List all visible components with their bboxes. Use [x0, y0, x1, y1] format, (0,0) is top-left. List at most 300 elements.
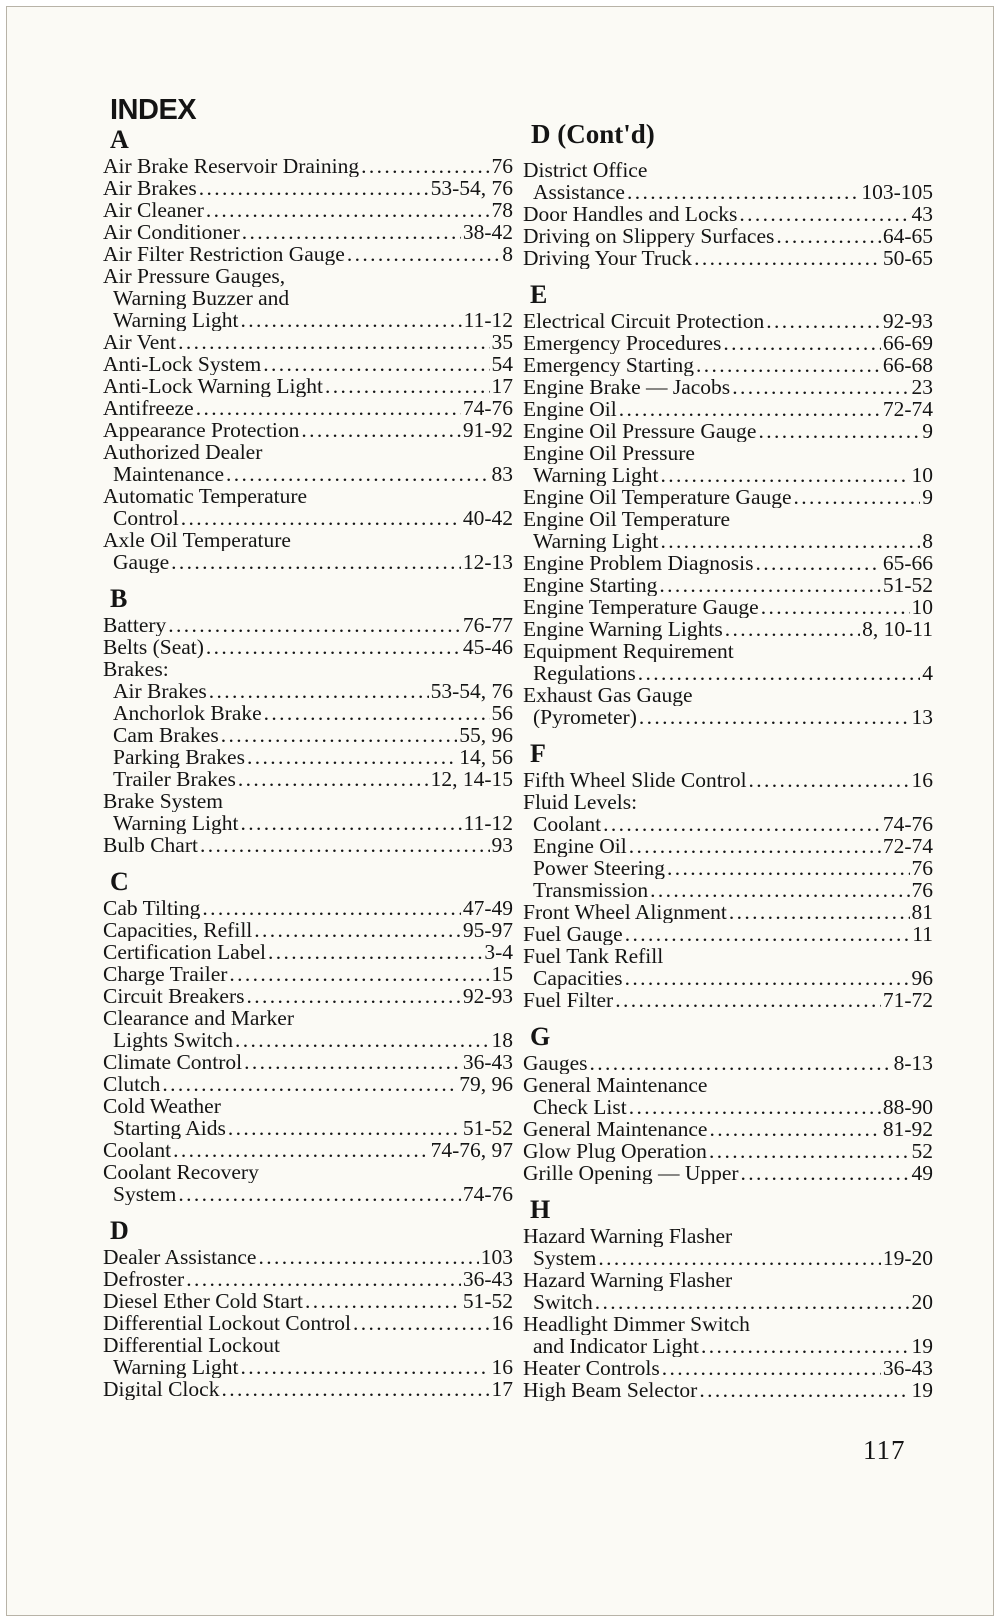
- dot-leader: [199, 177, 429, 199]
- entry-page-ref: 74-76: [462, 397, 513, 419]
- dot-leader: [794, 486, 921, 508]
- dot-leader: [238, 768, 429, 790]
- entry-term: Belts (Seat): [103, 636, 204, 658]
- entry-page-ref: 79, 96: [459, 1073, 513, 1095]
- entry-page-ref: 64-65: [882, 225, 933, 247]
- index-entry: [103, 177, 513, 199]
- entry-page-ref: 74-76: [462, 1183, 513, 1205]
- dot-leader: [268, 941, 482, 963]
- entry-page-ref: 3-4: [484, 941, 513, 963]
- index-page: [6, 6, 994, 1616]
- index-entry: [103, 485, 513, 507]
- index-entry: [523, 1162, 933, 1184]
- entry-term: Air Pressure Gauges,: [103, 265, 286, 287]
- entry-page-ref: 10: [911, 596, 933, 618]
- entry-page-ref: 17: [491, 375, 513, 397]
- dot-leader: [178, 331, 489, 353]
- dot-leader: [739, 203, 909, 225]
- entry-term: Emergency Starting: [523, 354, 694, 376]
- entry-page-ref: 53-54, 76: [430, 680, 513, 702]
- dot-leader: [353, 1312, 490, 1334]
- index-entry: [103, 834, 513, 856]
- dot-leader: [625, 923, 911, 945]
- entry-page-ref: 11-12: [463, 309, 513, 331]
- dot-leader: [228, 1117, 461, 1139]
- entry-term: Driving on Slippery Surfaces: [523, 225, 775, 247]
- entry-term: and Indicator Light: [533, 1335, 699, 1357]
- dot-leader: [766, 310, 881, 332]
- entry-term: Warning Buzzer and: [113, 287, 290, 309]
- page-number: 117: [863, 1435, 906, 1465]
- entry-page-ref: 53-54, 76: [430, 177, 513, 199]
- entry-page-ref: 13: [911, 706, 933, 728]
- index-entry: [103, 419, 513, 441]
- index-entry: [523, 464, 933, 486]
- dot-leader: [221, 1378, 489, 1400]
- index-entry: [523, 1074, 933, 1096]
- entry-term: Grille Opening — Upper: [523, 1162, 739, 1184]
- entry-term: Transmission: [533, 879, 649, 901]
- dot-leader: [247, 985, 461, 1007]
- entry-term: Driving Your Truck: [523, 247, 693, 269]
- entry-page-ref: 66-68: [882, 354, 933, 376]
- entry-page-ref: 36-43: [462, 1268, 513, 1290]
- entry-page-ref: 56: [491, 702, 513, 724]
- dot-leader: [741, 1162, 910, 1184]
- dot-leader: [729, 901, 910, 923]
- entry-page-ref: 23: [911, 376, 933, 398]
- index-entry: [523, 618, 933, 640]
- index-entry: [103, 702, 513, 724]
- entry-page-ref: 65-66: [882, 552, 933, 574]
- entry-page-ref: 92-93: [462, 985, 513, 1007]
- entry-term: Anchorlok Brake: [113, 702, 262, 724]
- entry-page-ref: 51-52: [462, 1117, 513, 1139]
- entry-term: Warning Light: [533, 530, 659, 552]
- index-entry: [103, 680, 513, 702]
- index-entry: [103, 507, 513, 529]
- dot-leader: [627, 181, 859, 203]
- dot-leader: [168, 614, 461, 636]
- dot-leader: [226, 463, 489, 485]
- entry-page-ref: 11-12: [463, 812, 513, 834]
- entry-page-ref: 8, 10-11: [862, 618, 933, 640]
- entry-term: Gauge: [113, 551, 170, 573]
- entry-term: Appearance Protection: [103, 419, 300, 441]
- index-entry: [523, 835, 933, 857]
- entry-term: High Beam Selector: [523, 1379, 698, 1401]
- dot-leader: [178, 1183, 461, 1205]
- index-entry: [103, 265, 513, 287]
- section-letter: C: [110, 867, 129, 896]
- entry-page-ref: 18: [491, 1029, 513, 1051]
- entry-page-ref: 36-43: [462, 1051, 513, 1073]
- index-entry: [523, 1379, 933, 1401]
- index-entry: [103, 221, 513, 243]
- dot-leader: [701, 1335, 910, 1357]
- index-entry: [523, 879, 933, 901]
- dot-leader: [209, 680, 429, 702]
- entry-term: Defroster: [103, 1268, 185, 1290]
- dot-leader: [305, 1290, 461, 1312]
- dot-leader: [221, 724, 458, 746]
- entry-page-ref: 92-93: [882, 310, 933, 332]
- entry-term: Bulb Chart: [103, 834, 198, 856]
- entry-term: Engine Oil Pressure Gauge: [523, 420, 757, 442]
- index-entry: [103, 375, 513, 397]
- left-index-column: [103, 125, 513, 1411]
- entry-term: Coolant: [103, 1139, 172, 1161]
- section-letter: A: [110, 125, 129, 154]
- entry-page-ref: 55, 96: [459, 724, 513, 746]
- index-section: [103, 1216, 513, 1400]
- entry-term: Exhaust Gas Gauge: [523, 684, 693, 706]
- index-entry: [103, 897, 513, 919]
- dot-leader: [709, 1140, 910, 1162]
- index-entry: [523, 552, 933, 574]
- dot-leader: [660, 464, 909, 486]
- entry-term: Gauges: [523, 1052, 588, 1074]
- entry-term: Cam Brakes: [113, 724, 219, 746]
- entry-term: Axle Oil Temperature: [103, 529, 291, 551]
- entry-page-ref: 72-74: [882, 835, 933, 857]
- index-entry: [103, 724, 513, 746]
- index-entry: [103, 636, 513, 658]
- entry-page-ref: 43: [911, 203, 933, 225]
- entry-term: Engine Oil Temperature Gauge: [523, 486, 792, 508]
- entry-term: Warning Light: [533, 464, 659, 486]
- dot-leader: [162, 1073, 457, 1095]
- section-letter: B: [110, 584, 128, 613]
- dot-leader: [660, 530, 920, 552]
- entry-page-ref: 103-105: [861, 181, 933, 203]
- entry-term: Hazard Warning Flasher: [523, 1269, 733, 1291]
- index-entry: [523, 442, 933, 464]
- dot-leader: [749, 769, 910, 791]
- entry-term: Warning Light: [113, 309, 239, 331]
- dot-leader: [206, 199, 490, 221]
- index-entry: [523, 989, 933, 1011]
- index-entry: [523, 769, 933, 791]
- entry-page-ref: 71-72: [882, 989, 933, 1011]
- right-index-column: [523, 117, 933, 1412]
- dot-leader: [696, 354, 881, 376]
- index-entry: [523, 203, 933, 225]
- index-entry: [103, 309, 513, 331]
- entry-term: Glow Plug Operation: [523, 1140, 707, 1162]
- entry-page-ref: 45-46: [462, 636, 513, 658]
- index-entry: [103, 812, 513, 834]
- dot-leader: [181, 507, 461, 529]
- entry-page-ref: 11: [912, 923, 933, 945]
- entry-term: Heater Controls: [523, 1357, 660, 1379]
- index-entry: [103, 614, 513, 636]
- entry-page-ref: 12-13: [462, 551, 513, 573]
- entry-term: Circuit Breakers: [103, 985, 245, 1007]
- entry-term: (Pyrometer): [533, 706, 637, 728]
- dot-leader: [173, 1139, 428, 1161]
- index-entry: [103, 1007, 513, 1029]
- entry-page-ref: 50-65: [882, 247, 933, 269]
- index-section: [523, 1022, 933, 1184]
- entry-term: Cab Tilting: [103, 897, 201, 919]
- dot-leader: [589, 1052, 891, 1074]
- entry-page-ref: 78: [491, 199, 513, 221]
- entry-term: Engine Starting: [523, 574, 658, 596]
- entry-term: Cold Weather: [103, 1095, 221, 1117]
- entry-term: Engine Oil: [523, 398, 617, 420]
- index-entry: [103, 1268, 513, 1290]
- dot-leader: [709, 1118, 880, 1140]
- index-entry: [103, 768, 513, 790]
- entry-term: Authorized Dealer: [103, 441, 263, 463]
- entry-page-ref: 76: [491, 155, 513, 177]
- index-section: [523, 280, 933, 728]
- entry-page-ref: 8-13: [893, 1052, 933, 1074]
- entry-term: Power Steering: [533, 857, 665, 879]
- index-entry: [523, 1052, 933, 1074]
- dot-leader: [639, 706, 910, 728]
- index-entry: [523, 1313, 933, 1335]
- index-section: [523, 1195, 933, 1401]
- entry-term: Parking Brakes: [113, 746, 245, 768]
- entry-term: General Maintenance: [523, 1074, 708, 1096]
- dot-leader: [254, 919, 461, 941]
- entry-page-ref: 74-76: [882, 813, 933, 835]
- index-entry: [523, 508, 933, 530]
- entry-term: Lights Switch: [113, 1029, 234, 1051]
- dot-leader: [229, 963, 489, 985]
- entry-term: Brake System: [103, 790, 224, 812]
- index-section: [103, 867, 513, 1205]
- dot-leader: [263, 353, 489, 375]
- dot-leader: [264, 702, 490, 724]
- entry-page-ref: 19: [911, 1379, 933, 1401]
- index-entry: [523, 247, 933, 269]
- index-entry: [523, 354, 933, 376]
- entry-term: Engine Oil: [533, 835, 627, 857]
- index-entry: [103, 985, 513, 1007]
- index-entry: [523, 706, 933, 728]
- index-entry: [103, 243, 513, 265]
- dot-leader: [347, 243, 500, 265]
- index-entry: [523, 1225, 933, 1247]
- entry-page-ref: 96: [911, 967, 933, 989]
- index-entry: [523, 1291, 933, 1313]
- entry-term: Maintenance: [113, 463, 225, 485]
- index-entry: [103, 1095, 513, 1117]
- entry-term: Air Vent: [103, 331, 177, 353]
- entry-term: Assistance: [533, 181, 625, 203]
- entry-page-ref: 17: [491, 1378, 513, 1400]
- index-entry: [103, 963, 513, 985]
- index-entry: [523, 662, 933, 684]
- dot-leader: [650, 879, 909, 901]
- index-entry: [523, 967, 933, 989]
- entry-term: Check List: [533, 1096, 627, 1118]
- entry-page-ref: 76-77: [462, 614, 513, 636]
- index-entry: [523, 181, 933, 203]
- entry-term: Capacities: [533, 967, 623, 989]
- entry-page-ref: 81-92: [882, 1118, 933, 1140]
- entry-page-ref: 8: [922, 530, 933, 552]
- entry-term: Air Conditioner: [103, 221, 240, 243]
- index-entry: [103, 1117, 513, 1139]
- entry-page-ref: 19-20: [882, 1247, 933, 1269]
- entry-term: Differential Lockout Control: [103, 1312, 351, 1334]
- dot-leader: [595, 1291, 910, 1313]
- index-entry: [523, 1335, 933, 1357]
- index-entry: [523, 945, 933, 967]
- entry-term: General Maintenance: [523, 1118, 708, 1140]
- entry-term: Air Brakes: [113, 680, 207, 702]
- index-section: [523, 159, 933, 269]
- entry-term: Antifreeze: [103, 397, 194, 419]
- dot-leader: [240, 1356, 489, 1378]
- dot-leader: [202, 897, 460, 919]
- entry-term: Coolant: [533, 813, 602, 835]
- entry-term: Air Brakes: [103, 177, 197, 199]
- entry-term: Dealer Assistance: [103, 1246, 257, 1268]
- entry-term: System: [533, 1247, 597, 1269]
- entry-term: Anti-Lock Warning Light: [103, 375, 323, 397]
- column-heading: D (Cont'd): [531, 119, 655, 149]
- entry-term: Trailer Brakes: [113, 768, 236, 790]
- dot-leader: [200, 834, 490, 856]
- entry-term: Diesel Ether Cold Start: [103, 1290, 304, 1312]
- entry-page-ref: 54: [491, 353, 513, 375]
- entry-term: Fifth Wheel Slide Control: [523, 769, 747, 791]
- index-entry: [103, 529, 513, 551]
- index-entry: [103, 1073, 513, 1095]
- index-entry: [103, 658, 513, 680]
- entry-term: Starting Aids: [113, 1117, 226, 1139]
- entry-term: Climate Control: [103, 1051, 243, 1073]
- index-entry: [103, 941, 513, 963]
- dot-leader: [598, 1247, 881, 1269]
- entry-page-ref: 76: [911, 879, 933, 901]
- dot-leader: [723, 332, 880, 354]
- index-entry: [523, 159, 933, 181]
- entry-page-ref: 16: [491, 1356, 513, 1378]
- entry-term: Air Brake Reservoir Draining: [103, 155, 360, 177]
- index-entry: [103, 1183, 513, 1205]
- dot-leader: [732, 376, 909, 398]
- entry-term: Automatic Temperature: [103, 485, 308, 507]
- index-entry: [523, 1357, 933, 1379]
- index-entry: [103, 331, 513, 353]
- entry-term: Clutch: [103, 1073, 161, 1095]
- entry-page-ref: 20: [911, 1291, 933, 1313]
- entry-term: Warning Light: [113, 1356, 239, 1378]
- index-entry: [103, 1312, 513, 1334]
- index-entry: [523, 310, 933, 332]
- dot-leader: [699, 1379, 909, 1401]
- entry-page-ref: 8: [502, 243, 513, 265]
- entry-term: Engine Warning Lights: [523, 618, 723, 640]
- index-entry: [523, 486, 933, 508]
- entry-page-ref: 12, 14-15: [430, 768, 513, 790]
- dot-leader: [325, 375, 490, 397]
- entry-page-ref: 4: [922, 662, 933, 684]
- entry-page-ref: 74-76, 97: [430, 1139, 513, 1161]
- entry-term: Capacities, Refill: [103, 919, 253, 941]
- index-entry: [523, 420, 933, 442]
- entry-page-ref: 103: [480, 1246, 513, 1268]
- entry-page-ref: 16: [491, 1312, 513, 1334]
- entry-page-ref: 36-43: [882, 1357, 933, 1379]
- index-entry: [103, 287, 513, 309]
- section-letter: G: [530, 1022, 551, 1051]
- entry-page-ref: 83: [491, 463, 513, 485]
- dot-leader: [206, 636, 461, 658]
- index-entry: [103, 1378, 513, 1400]
- entry-page-ref: 72-74: [882, 398, 933, 420]
- entry-page-ref: 19: [911, 1335, 933, 1357]
- dot-leader: [619, 398, 881, 420]
- entry-term: Air Filter Restriction Gauge: [103, 243, 345, 265]
- entry-term: Coolant Recovery: [103, 1161, 259, 1183]
- entry-term: Certification Label: [103, 941, 266, 963]
- entry-term: Emergency Procedures: [523, 332, 722, 354]
- entry-term: Warning Light: [113, 812, 239, 834]
- entry-page-ref: 52: [911, 1140, 933, 1162]
- entry-page-ref: 47-49: [462, 897, 513, 919]
- dot-leader: [186, 1268, 461, 1290]
- dot-leader: [247, 746, 457, 768]
- entry-page-ref: 9: [922, 486, 933, 508]
- entry-term: Differential Lockout: [103, 1334, 280, 1356]
- dot-leader: [242, 221, 461, 243]
- index-entry: [523, 398, 933, 420]
- entry-page-ref: 88-90: [882, 1096, 933, 1118]
- index-entry: [103, 1356, 513, 1378]
- entry-page-ref: 81: [911, 901, 933, 923]
- dot-leader: [776, 225, 880, 247]
- entry-term: Door Handles and Locks: [523, 203, 738, 225]
- dot-leader: [662, 1357, 881, 1379]
- index-entry: [103, 790, 513, 812]
- dot-leader: [603, 813, 881, 835]
- index-entry: [103, 1139, 513, 1161]
- index-entry: [523, 376, 933, 398]
- dot-leader: [629, 1096, 881, 1118]
- section-letter: F: [530, 739, 546, 768]
- entry-page-ref: 35: [491, 331, 513, 353]
- entry-page-ref: 16: [911, 769, 933, 791]
- index-entry: [103, 1051, 513, 1073]
- entry-page-ref: 91-92: [462, 419, 513, 441]
- entry-page-ref: 95-97: [462, 919, 513, 941]
- index-entry: [103, 441, 513, 463]
- index-entry: [103, 1246, 513, 1268]
- index-entry: [523, 1096, 933, 1118]
- section-letter: D: [110, 1216, 129, 1245]
- entry-term: Equipment Requirement: [523, 640, 734, 662]
- entry-page-ref: 14, 56: [459, 746, 513, 768]
- index-entry: [523, 225, 933, 247]
- entry-term: Clearance and Marker: [103, 1007, 295, 1029]
- index-entry: [523, 1269, 933, 1291]
- index-entry: [103, 746, 513, 768]
- index-entry: [103, 551, 513, 573]
- index-entry: [103, 1334, 513, 1356]
- dot-leader: [361, 155, 489, 177]
- dot-leader: [615, 989, 881, 1011]
- index-entry: [523, 332, 933, 354]
- index-entry: [523, 923, 933, 945]
- dot-leader: [756, 552, 881, 574]
